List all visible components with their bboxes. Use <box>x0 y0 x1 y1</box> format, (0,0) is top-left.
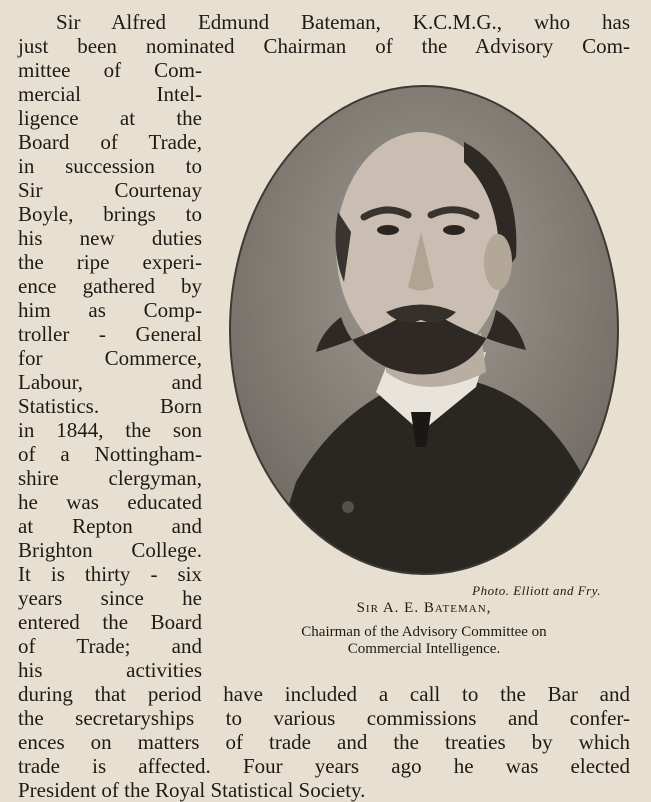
photo-credit: Photo. Elliott and Fry. <box>472 583 601 598</box>
column-line: he was educated <box>18 490 202 514</box>
column-line: troller - General <box>18 322 202 346</box>
column-line: of Trade; and <box>18 634 202 658</box>
column-line: Labour, and <box>18 370 202 394</box>
column-line: his activities <box>18 658 202 682</box>
column-line: in succession to <box>18 154 202 178</box>
text-line-closing-5: President of the Royal Statistical Society. <box>18 778 366 802</box>
column-line: shire clergyman, <box>18 466 202 490</box>
text-line-intro-1: Sir Alfred Edmund Bateman, K.C.M.G., who has <box>56 10 630 34</box>
column-line: years since he <box>18 586 202 610</box>
column-line: at Repton and <box>18 514 202 538</box>
column-line: mercial Intel- <box>18 82 202 106</box>
column-line: his new duties <box>18 226 202 250</box>
column-line: Boyle, brings to <box>18 202 202 226</box>
caption-name: Sir A. E. Bateman, <box>356 600 492 616</box>
column-line: entered the Board <box>18 610 202 634</box>
column-line: It is thirty - six <box>18 562 202 586</box>
text-line-closing-2: the secretaryships to various commissions and confer- <box>18 706 630 730</box>
column-line: ligence at the <box>18 106 202 130</box>
text-line-closing-4: trade is affected. Four years ago he was elected <box>18 754 630 778</box>
text-line-intro-2: just been nominated Chairman of the Advisory Com- <box>18 34 630 58</box>
caption-role-line-1: Chairman of the Advisory Committee on <box>301 624 547 640</box>
caption-role-line-2: Commercial Intelligence. <box>347 641 501 657</box>
column-line: mittee of Com- <box>18 58 202 82</box>
column-line: Brighton College. <box>18 538 202 562</box>
column-line: ence gathered by <box>18 274 202 298</box>
caption-role <box>226 624 622 658</box>
column-line: of a Nottingham- <box>18 442 202 466</box>
column-line: him as Comp- <box>18 298 202 322</box>
column-line: Sir Courtenay <box>18 178 202 202</box>
column-line: Statistics. Born <box>18 394 202 418</box>
text-line-closing-3: ences on matters of trade and the treaties by which <box>18 730 630 754</box>
text-line-closing-1: during that period have included a call to the Bar and <box>18 682 630 706</box>
column-line: Board of Trade, <box>18 130 202 154</box>
column-line: in 1844, the son <box>18 418 202 442</box>
column-line: for Commerce, <box>18 346 202 370</box>
portrait-photo <box>226 82 622 578</box>
column-line: the ripe experi- <box>18 250 202 274</box>
